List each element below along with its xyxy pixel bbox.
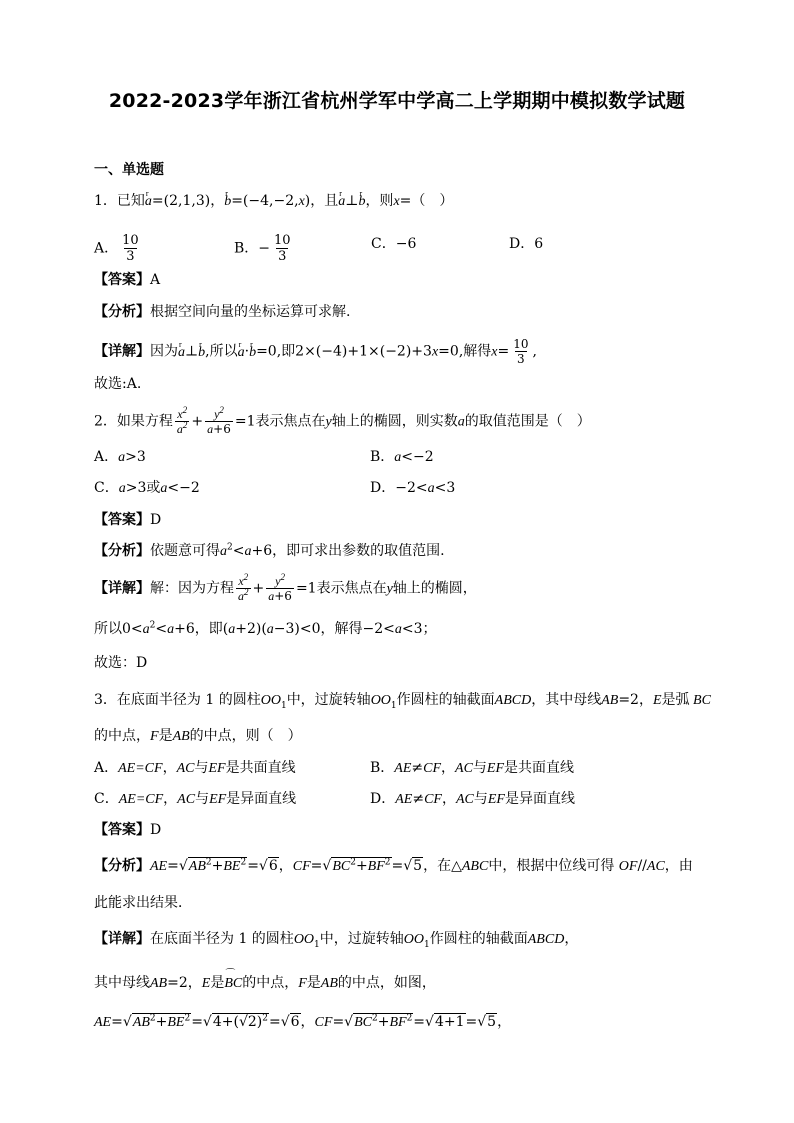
q3-detail-line3: $AE=√AB^2+BE^2=√4+(√2)^2=√6$，$CF=√BC^2+BF^2=√4+1=√5$， <box>94 1013 512 1030</box>
q1-option-d: D．6 <box>509 236 544 252</box>
q3-analysis-line2: 此能求出结果． <box>94 895 192 911</box>
q2-conclusion: 故选：D <box>94 655 148 671</box>
question-2: 2．如果方程 $\frac{x^2}{a^2}$ + $\frac{y^2}{a+6}$ =1表示焦点在y轴上的椭圆，则实数a的取值范围是（ ） <box>94 405 591 436</box>
question-1: 1．已知r a=(2,1,3)，r b=(−4,−2,x)，且r a⊥r b，则x=（ ） <box>94 191 453 212</box>
q2-option-a: A．a>3 <box>94 449 146 465</box>
q3-option-a: A．AE=CF，AC与EF是共面直线 <box>94 760 296 776</box>
q3-detail: 【详解】在底面半径为 1 的圆柱$OO_1$中，过旋转轴$OO_1$作圆柱的轴截面ABCD， <box>94 931 579 950</box>
q3-analysis: 【分析】$AE=√AB^2+BE^2=√6$，$CF=√BC^2+BF^2=√5$，在△ABC中，根据中位线可得 OF//AC，由 <box>94 857 693 874</box>
q2-option-b: B．a<−2 <box>370 449 434 465</box>
q3-answer: 【答案】D <box>94 822 162 838</box>
q1-text-and: ，且 <box>310 193 339 209</box>
q1-paren: （ ） <box>411 193 454 209</box>
q2-detail-line2: 所以$0<a^2<a+6$，即(a+2)(a−3)<0，解得−2<a<3； <box>94 620 437 637</box>
q3-option-b: B．AE≠CF，AC与EF是共面直线 <box>370 760 575 776</box>
q1-detail: 【详解】因为r a⊥r b,所以r a·r b=0,即2×(−4)+1×(−2)+3x=0,解得x= $\frac{10}{3}$ , <box>94 338 537 365</box>
page-title: 2022-2023学年浙江省杭州学军中学高二上学期期中模拟数学试题 <box>108 90 686 112</box>
q3-option-c: C．AE=CF，AC与EF是异面直线 <box>94 791 297 807</box>
q2-detail: 【详解】解：因为方程 $\frac{x^2}{a^2}$ + $\frac{y^2}{a+6}$ =1表示焦点在y轴上的椭圆， <box>94 572 477 603</box>
question-3-line2: 的中点，F是AB的中点，则（ ） <box>94 728 302 744</box>
q1-conclusion: 故选:A. <box>94 376 142 392</box>
question-3: 3．在底面半径为 1 的圆柱$OO_1$中，过旋转轴$OO_1$作圆柱的轴截面ABCD，其中母线AB=2，E是弧 BC <box>94 692 711 711</box>
q1-answer: 【答案】A <box>94 272 161 288</box>
q3-detail-line2: 其中母线AB=2，E是⌒ BC的中点，F是AB的中点，如图， <box>94 973 436 994</box>
q1-text-then: ，则 <box>365 193 394 209</box>
q1-analysis: 【分析】根据空间向量的坐标运算可求解. <box>94 304 351 320</box>
section-heading: 一、单选题 <box>94 162 164 178</box>
q2-analysis: 【分析】依题意可得$a^2<a+6$，即可求出参数的取值范围. <box>94 542 445 559</box>
q1-option-b: B．− $\frac{10}{3}$ <box>234 233 291 264</box>
q2-option-d: D．−2<a<3 <box>370 480 456 496</box>
q2-answer: 【答案】D <box>94 512 162 528</box>
q1-option-c: C．−6 <box>371 236 417 252</box>
q1-stem: 1．已知 <box>94 193 145 209</box>
q2-option-c: C．a>3或a<−2 <box>94 480 200 496</box>
q3-option-d: D．AE≠CF，AC与EF是异面直线 <box>370 791 575 807</box>
q1-option-a: A． $\frac{10}{3}$ <box>94 233 139 264</box>
